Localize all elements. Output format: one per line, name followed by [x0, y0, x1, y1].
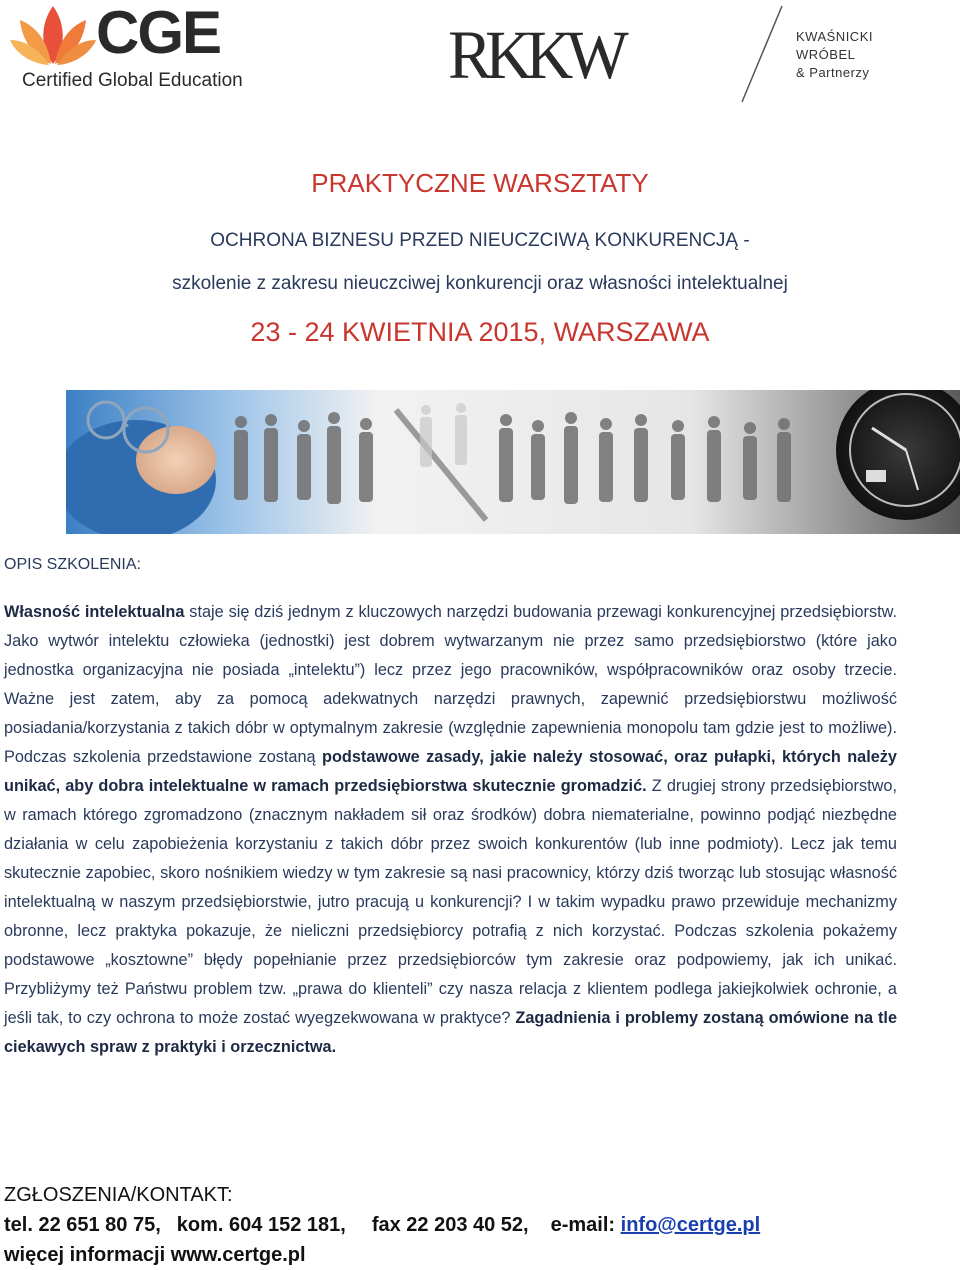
- contact-section: [4, 1180, 760, 1270]
- cge-logo: [10, 0, 243, 94]
- description-bold-segment: Zagadnienia i problemy zostaną omówione na tle ciekawych spraw z praktyki i orzecznictwa.: [4, 1009, 897, 1056]
- phone-number: tel. 22 651 80 75,: [4, 1214, 161, 1236]
- description-bold-segment: Własność intelektualna: [4, 603, 185, 621]
- rkkw-wordmark: RKKW: [448, 17, 622, 94]
- business-collage-illustration: [66, 390, 960, 534]
- rkkw-name-line: & Partnerzy: [796, 65, 870, 80]
- slash-divider: [738, 4, 788, 104]
- rkkw-partner-name: [796, 28, 873, 82]
- contact-line: [4, 1210, 760, 1240]
- cge-wordmark: CGE: [96, 0, 221, 66]
- description-segment: Z drugiej strony przedsiębiorstwo, w ramach którego zgromadzono (znacznym nakładem sił oraz środków) dobra niematerialne, powinno podjąć niezbędne działania w celu zapobieżenia korzystaniu z takich dóbr przez swoich konkurentów (lub inne podmioty). Lecz jak temu skutecznie zapobiec, skoro nośnikiem wiedzy w tym zakresie są nasi pracownicy, którzy dziś tworząc lub stosując własność intelektualną w naszym przedsiębiorstwie, jutro pracują u konkurencji? I w takim wypadku prawo przewiduje mechanizmy obronne, lecz praktyka pokazuje, że nieliczni przedsiębiorcy potrafią z nich korzystać. Podczas szkolenia pokażemy podstawowe „kosztowne” błędy popełnianie przez przedsiębiorców tym zakresie oraz podpowiemy, jak ich unikać. Przybliżymy też Państwu problem tzw. „prawa do klienteli” czy nasza relacja z klientem podlega jakiejkolwiek ochronie, a jeśli tak, to czy ochrona to może zostać wyegzekwowana w praktyce?: [4, 777, 897, 1027]
- rkkw-logo: [448, 4, 888, 104]
- mobile-number: kom. 604 152 181,: [176, 1214, 346, 1236]
- page-title: PRAKTYCZNE WARSZTATY: [311, 168, 649, 198]
- lotus-icon: [10, 4, 96, 68]
- email-link[interactable]: info@certge.pl: [620, 1214, 761, 1236]
- rkkw-name-line: KWAŚNICKI: [796, 29, 873, 44]
- more-info-line: więcej informacji www.certge.pl: [4, 1244, 306, 1266]
- email-label: e-mail:: [550, 1214, 621, 1236]
- training-subtitle: szkolenie z zakresu nieuczciwej konkurencji oraz własności intelektualnej: [172, 273, 788, 294]
- section-heading: OPIS SZKOLENIA:: [4, 556, 141, 573]
- description-segment: staje się dziś jednym z kluczowych narzędzi budowania przewagi konkurencyjnej przedsiębiorstw. Jako wytwór intelektu człowieka (jednostki) jest dobrem wytwarzanym nie przez samo przedsiębiorstwo (które jako jednostka organizacyjna nie posiada „intelektu”) lecz przez jego pracowników, współpracowników oraz osoby trzecie. Ważne jest zatem, aby za pomocą adekwatnych narzędzi prawnych, zapewnić przedsiębiorstwu możliwość posiadania/korzystania z takich dóbr w optymalnym zakresie (względnie zapewnienia monopolu tam gdzie jest to możliwe). Podczas szkolenia przedstawione zostaną: [4, 603, 897, 766]
- contact-heading: ZGŁOSZENIA/KONTAKT:: [4, 1184, 233, 1206]
- training-description: [4, 598, 897, 1062]
- rkkw-name-line: WRÓBEL: [796, 47, 856, 62]
- event-date-location: 23 - 24 KWIETNIA 2015, WARSZAWA: [250, 317, 710, 347]
- cge-tagline: Certified Global Education: [22, 70, 243, 91]
- fax-number: fax 22 203 40 52,: [371, 1214, 529, 1236]
- training-title: OCHRONA BIZNESU PRZED NIEUCZCIWĄ KONKURENCJĄ -: [210, 230, 750, 251]
- banner-image: [66, 390, 960, 534]
- description-bold-segment: podstawowe zasady, jakie należy stosować, oraz pułapki, których należy unikać, aby dobra intelektualne w ramach przedsiębiorstwa skutecznie gromadzić.: [4, 748, 897, 795]
